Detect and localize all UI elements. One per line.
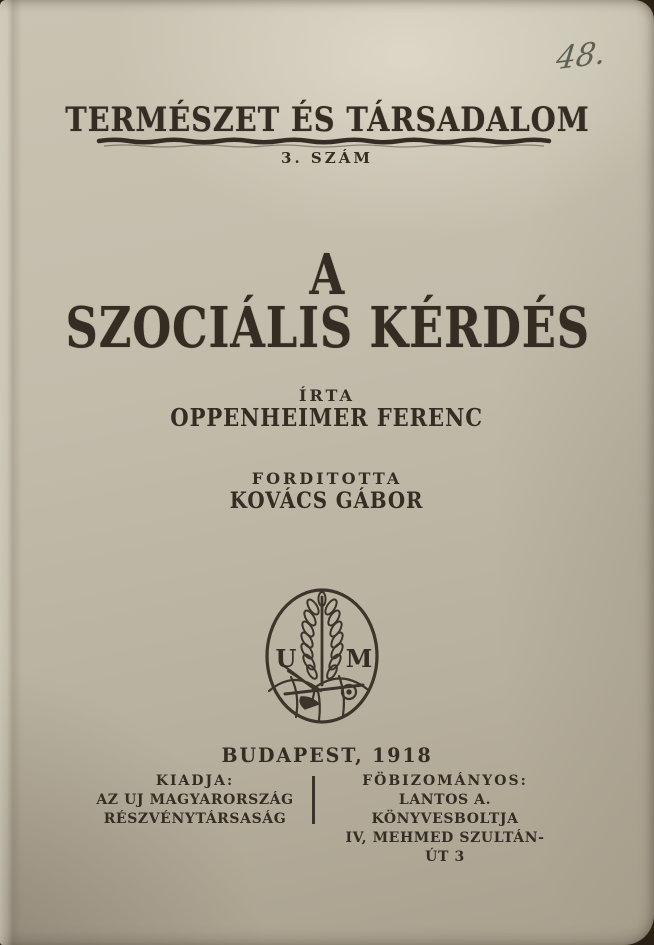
- distributor-name: LANTOS A. KÖNYVESBOLTJA: [371, 792, 519, 827]
- wheat-ear-icon: [299, 592, 345, 685]
- emblem-letter-m: M: [345, 644, 373, 673]
- book-title-line1: A: [309, 242, 345, 308]
- translator-label: FORDITOTTA: [251, 469, 403, 488]
- author-label: ÍRTA: [299, 386, 355, 405]
- distributor-label: FÖBIZOMÁNYOS:: [362, 773, 528, 789]
- series-title: TERMÉSZET ÉS TÁRSADALOM: [64, 100, 590, 140]
- issue-number: 3. SZÁM: [281, 149, 373, 167]
- publisher-emblem: [255, 585, 389, 727]
- footer-divider: [312, 776, 315, 824]
- publisher-name-line2: RÉSZVÉNYTÁRSASÁG: [103, 811, 287, 827]
- distributor-block: [335, 772, 555, 867]
- emblem-letters: [276, 644, 373, 673]
- book-title-line2: SZOCIÁLIS KÉRDÉS: [65, 295, 590, 361]
- distributor-address: IV, MEHMED SZULTÁN-ÚT 3: [345, 830, 545, 865]
- author-name: OPPENHEIMER FERENC: [170, 403, 484, 432]
- imprint-line: BUDAPEST, 1918: [221, 743, 433, 767]
- publisher-block: [55, 772, 335, 829]
- translator-name: KOVÁCS GÁBOR: [230, 488, 424, 514]
- publisher-name-line1: AZ UJ MAGYARORSZÁG: [96, 792, 294, 808]
- emblem-letter-u: U: [275, 644, 297, 673]
- series-underline-rule: [96, 136, 558, 148]
- handwritten-number: 48.: [554, 34, 608, 78]
- book-title: [0, 242, 654, 361]
- publisher-label: KIADJA:: [155, 773, 235, 789]
